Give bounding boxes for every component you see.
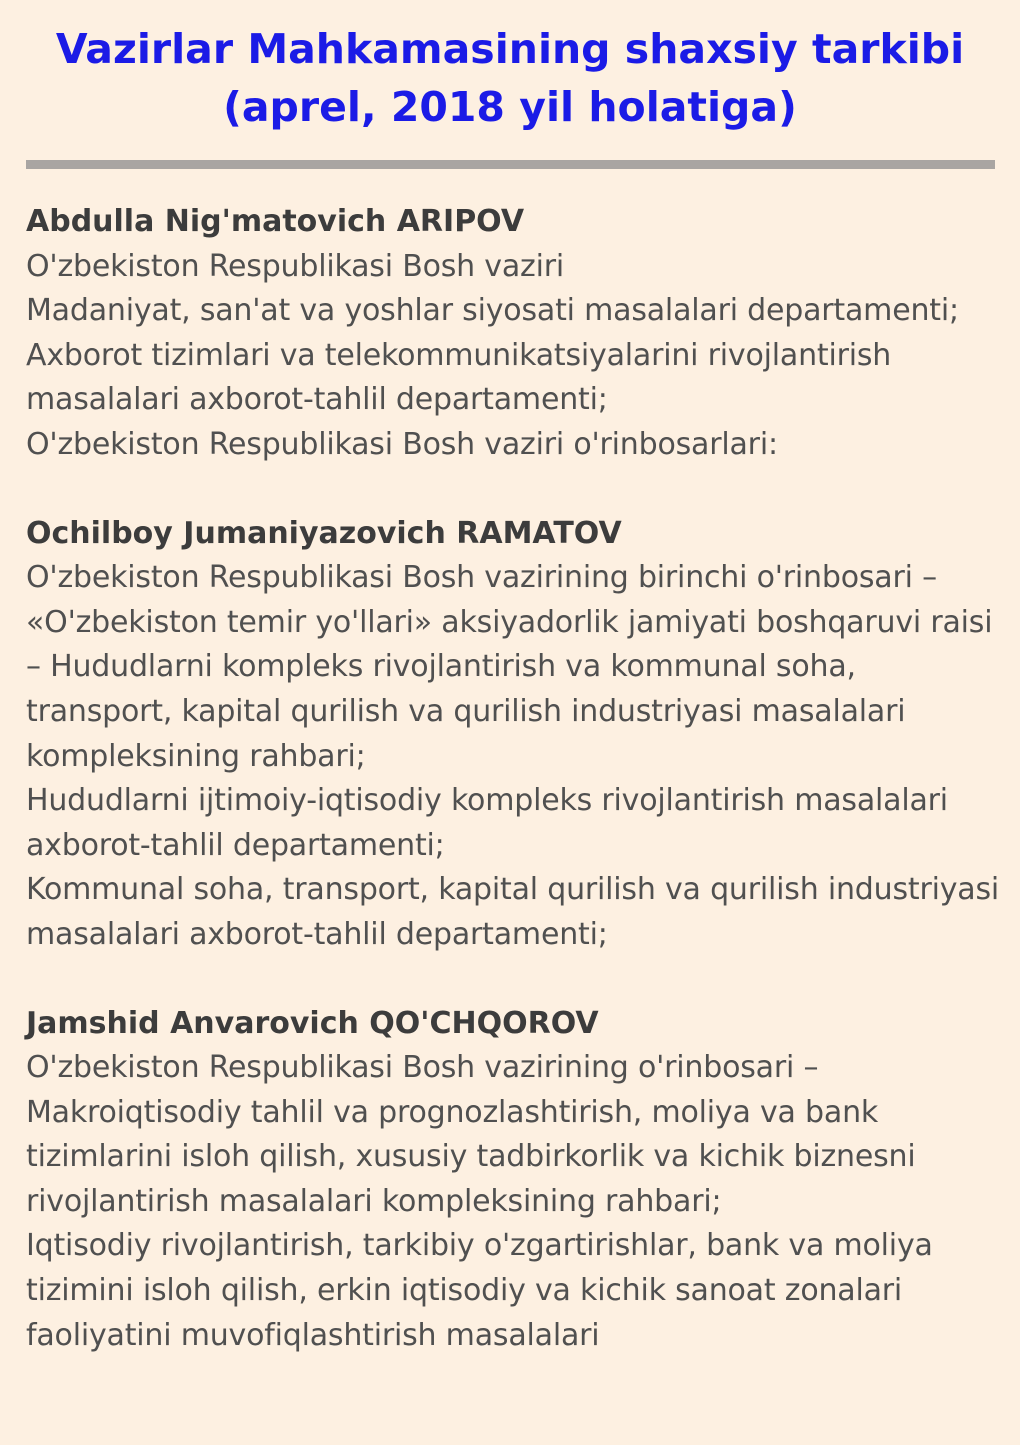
member-responsibility: O'zbekiston Respublikasi Bosh vaziri o'rinbosarlari: <box>26 426 778 462</box>
cabinet-member-list <box>26 200 1001 1402</box>
page-title-line-1: Vazirlar Mahkamasining shaxsiy tarkibi <box>55 25 965 73</box>
member-responsibility: Hududlarni ijtimoiy-iqtisodiy kompleks rivojlantirish masalalari axborot-tahlil departamenti; <box>26 783 948 863</box>
page-title-line-2: (aprel, 2018 yil holatiga) <box>223 83 797 131</box>
member-entry-qochqorov <box>26 1002 1001 1359</box>
member-responsibility: Axborot tizimlari va telekommunikatsiyalarini rivojlantirish masalalari axborot-tahlil departamenti; <box>26 337 892 418</box>
member-position: O'zbekiston Respublikasi Bosh vazirining birinchi o'rinbosari – «O'zbekiston temir yo'llari» aksiyadorlik jamiyati boshqaruvi raisi – Hududlarni kompleks rivojlantirish va kommunal soha, transport, kapital qurilish va qurilish industriyasi masalalari kompleksining rahbari; <box>26 560 993 774</box>
member-responsibility: Madaniyat, san'at va yoshlar siyosati masalalari departamenti; <box>26 293 959 329</box>
member-entry-ramatov <box>26 512 1001 958</box>
member-responsibility: Iqtisodiy rivojlantirish, tarkibiy o'zgartirishlar, bank va moliya tizimini isloh qilish, erkin iqtisodiy va kichik sanoat zonalari faoliyatini muvofiqlashtirish masalalari <box>26 1228 933 1353</box>
member-position: O'zbekiston Respublikasi Bosh vazirining o'rinbosari – Makroiqtisodiy tahlil va prognozlashtirish, moliya va bank tizimlarini isloh qilish, xususiy tadbirkorlik va kichik biznesni rivojlantirish masalalari kompleksining rahbari; <box>26 1050 916 1219</box>
member-entry-aripov <box>26 200 1001 468</box>
member-name: Ochilboy Jumaniyazovich RAMATOV <box>26 515 622 551</box>
member-name: Jamshid Anvarovich QO'CHQOROV <box>26 1005 599 1041</box>
page-title <box>0 0 1020 136</box>
member-name: Abdulla Nig'matovich ARIPOV <box>26 204 525 239</box>
member-position: O'zbekiston Respublikasi Bosh vaziri <box>26 248 565 284</box>
member-responsibility: Kommunal soha, transport, kapital qurilish va qurilish industriyasi masalalari axborot-tahlil departamenti; <box>26 872 1000 952</box>
title-divider <box>26 160 995 169</box>
